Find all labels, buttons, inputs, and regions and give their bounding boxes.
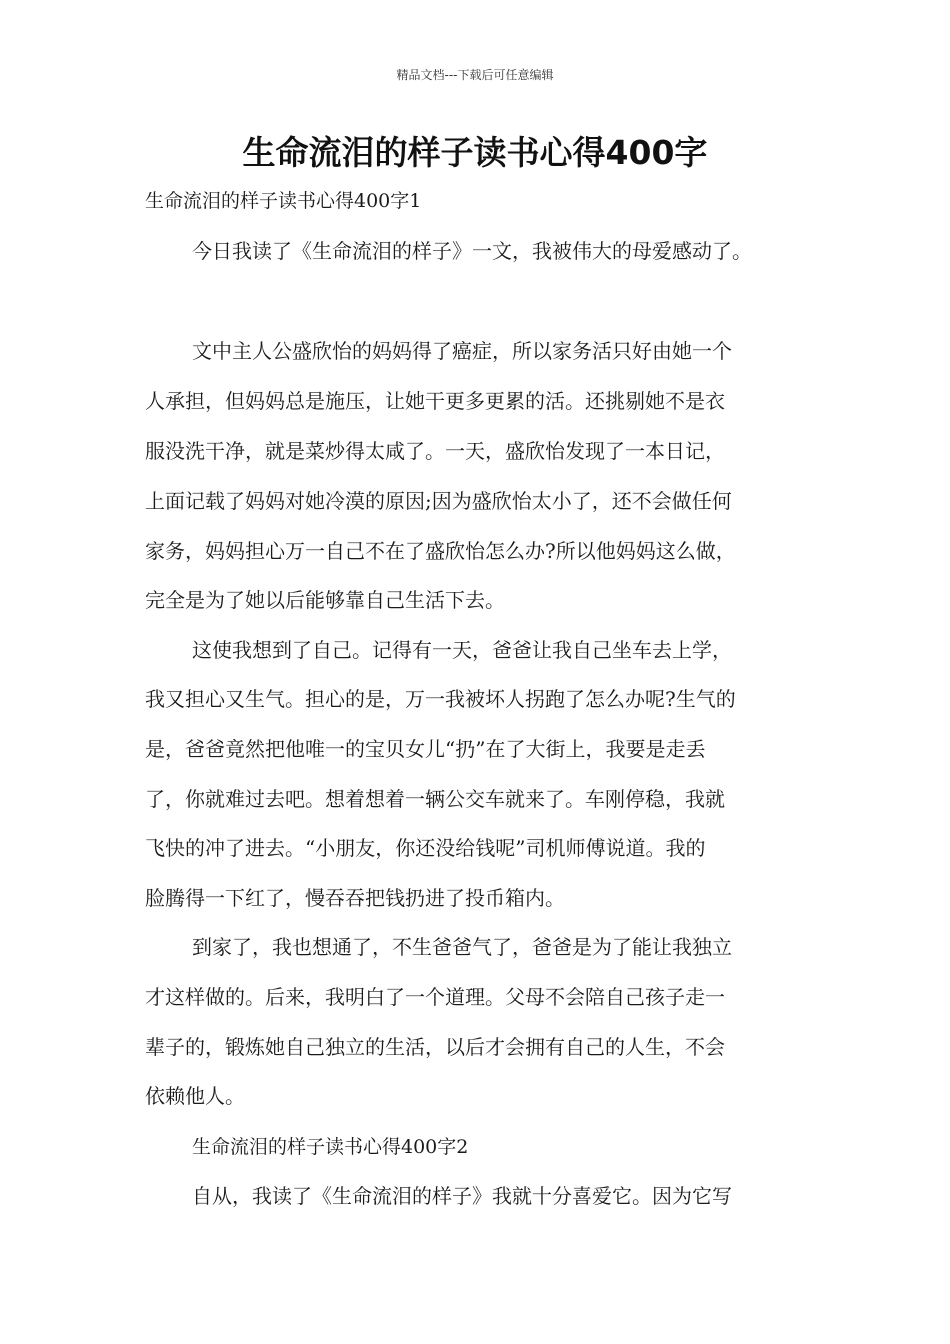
paragraph-line: 自从，我读了《生命流泪的样子》我就十分喜爱它。因为它写 — [192, 1184, 732, 1208]
paragraph-line: 服没洗干净，就是菜炒得太咸了。一天，盛欣怡发现了一本日记， — [145, 439, 725, 463]
paragraph-line: 家务，妈妈担心万一自己不在了盛欣怡怎么办?所以他妈妈这么做， — [145, 539, 736, 563]
header-note: 精品文档---下载后可任意编辑 — [396, 68, 554, 82]
paragraph-line: 今日我读了《生命流泪的样子》一文，我被伟大的母爱感动了。 — [192, 239, 752, 263]
section-heading-2: 生命流泪的样子读书心得400字2 — [192, 1136, 469, 1158]
paragraph-line: 完全是为了她以后能够靠自己生活下去。 — [145, 588, 505, 612]
section-heading-1: 生命流泪的样子读书心得400字1 — [145, 190, 422, 212]
paragraph-line: 才这样做的。后来，我明白了一个道理。父母不会陪自己孩子走一 — [145, 985, 725, 1009]
paragraph-line: 文中主人公盛欣怡的妈妈得了癌症，所以家务活只好由她一个 — [192, 339, 732, 363]
paragraph-line: 上面记载了妈妈对她冷漠的原因;因为盛欣怡太小了，还不会做任何 — [145, 489, 732, 513]
paragraph-line: 了，你就难过去吧。想着想着一辆公交车就来了。车刚停稳，我就 — [145, 787, 725, 811]
paragraph-line: 这使我想到了自己。记得有一天，爸爸让我自己坐车去上学， — [192, 638, 732, 662]
page-title: 生命流泪的样子读书心得400字 — [242, 133, 708, 172]
paragraph-line: 飞快的冲了进去。“小朋友，你还没给钱呢”司机师傅说道。我的 — [145, 836, 706, 860]
paragraph-line: 到家了，我也想通了，不生爸爸气了，爸爸是为了能让我独立 — [192, 935, 732, 959]
paragraph-line: 我又担心又生气。担心的是，万一我被坏人拐跑了怎么办呢?生气的 — [145, 687, 736, 711]
paragraph-line: 是，爸爸竟然把他唯一的宝贝女儿“扔”在了大街上，我要是走丢 — [145, 737, 706, 761]
paragraph-line: 依赖他人。 — [145, 1084, 245, 1108]
paragraph-line: 人承担，但妈妈总是施压，让她干更多更累的活。还挑剔她不是衣 — [145, 389, 725, 413]
paragraph-line: 辈子的，锻炼她自己独立的生活，以后才会拥有自己的人生，不会 — [145, 1035, 725, 1059]
paragraph-line: 脸腾得一下红了，慢吞吞把钱扔进了投币箱内。 — [145, 886, 565, 910]
